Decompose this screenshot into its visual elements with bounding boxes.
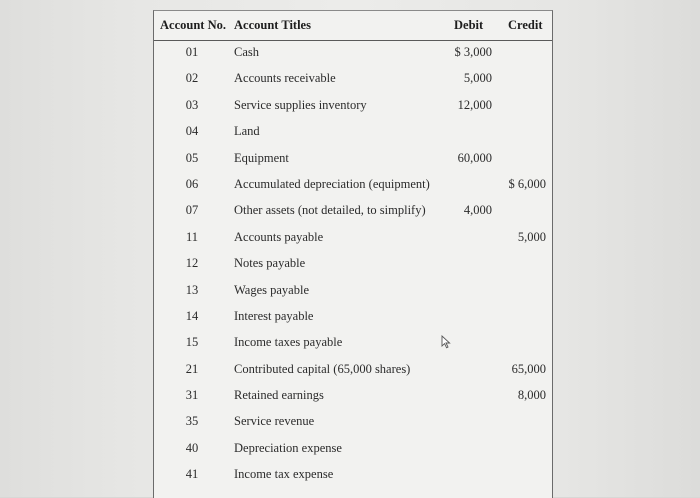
debit-amount: 60,000 (457, 150, 492, 165)
header-account-titles: Account Titles (234, 18, 311, 32)
account-number: 02 (185, 71, 199, 86)
account-title: Wages payable (234, 282, 309, 297)
account-table (153, 10, 553, 498)
table-row (154, 279, 552, 305)
account-title: Cash (234, 45, 259, 59)
account-number: 40 (185, 440, 199, 455)
table-row (154, 384, 552, 410)
account-number: 31 (185, 388, 199, 403)
account-title: Land (234, 124, 260, 139)
table-row (154, 463, 552, 489)
account-title: Service revenue (234, 414, 315, 429)
table-row (154, 120, 552, 146)
table-row (154, 410, 552, 436)
debit-amount: 5,000 (463, 71, 492, 86)
account-title: Depreciation expense (234, 440, 342, 455)
account-number: 11 (185, 229, 199, 244)
account-title: Accounts receivable (234, 71, 336, 86)
credit-amount: 5,000 (517, 229, 546, 244)
account-number: 15 (185, 335, 199, 350)
debit-amount: 12,000 (457, 97, 492, 112)
table-row (154, 67, 552, 93)
debit-amount: 4,000 (463, 203, 492, 218)
mouse-pointer-icon (441, 335, 451, 349)
table-row (154, 358, 552, 384)
account-number: 21 (185, 361, 199, 376)
debit-amount: $ 3,000 (454, 45, 492, 59)
account-number: 04 (185, 124, 199, 139)
header-account-no: Account No. (160, 18, 226, 32)
account-title: Income tax expense (234, 467, 334, 482)
table-row (154, 252, 552, 278)
table-row (154, 437, 552, 463)
table-row (154, 94, 552, 120)
account-title: Service supplies inventory (234, 97, 367, 112)
account-title: Income taxes payable (234, 335, 343, 350)
account-number: 07 (185, 203, 199, 218)
account-number: 35 (185, 414, 199, 429)
account-number: 01 (185, 45, 199, 59)
account-title: Contributed capital (65,000 shares) (234, 361, 411, 376)
header-credit: Credit (508, 18, 543, 32)
table-row (154, 226, 552, 252)
table-row (154, 147, 552, 173)
account-number: 14 (185, 308, 199, 323)
table-row (154, 41, 552, 67)
table-body (154, 41, 552, 490)
account-number: 06 (185, 176, 199, 191)
account-title: Retained earnings (234, 388, 324, 403)
account-title: Other assets (not detailed, to simplify) (234, 203, 426, 218)
credit-amount: $ 6,000 (508, 176, 546, 191)
account-number: 05 (185, 150, 199, 165)
account-title: Accounts payable (234, 229, 324, 244)
account-title: Accumulated depreciation (equipment) (234, 176, 430, 191)
credit-amount: 8,000 (517, 388, 546, 403)
account-title: Notes payable (234, 256, 306, 271)
table-row (154, 305, 552, 331)
account-title: Interest payable (234, 308, 314, 323)
account-number: 12 (185, 256, 199, 271)
header-debit: Debit (454, 18, 484, 32)
table-row (154, 199, 552, 225)
account-number: 03 (185, 97, 199, 112)
account-number: 41 (185, 467, 199, 482)
credit-amount: 65,000 (511, 361, 546, 376)
account-number: 13 (185, 282, 199, 297)
account-title: Equipment (234, 150, 289, 165)
table-row (154, 331, 552, 357)
table-row (154, 173, 552, 199)
table-header (154, 11, 552, 41)
